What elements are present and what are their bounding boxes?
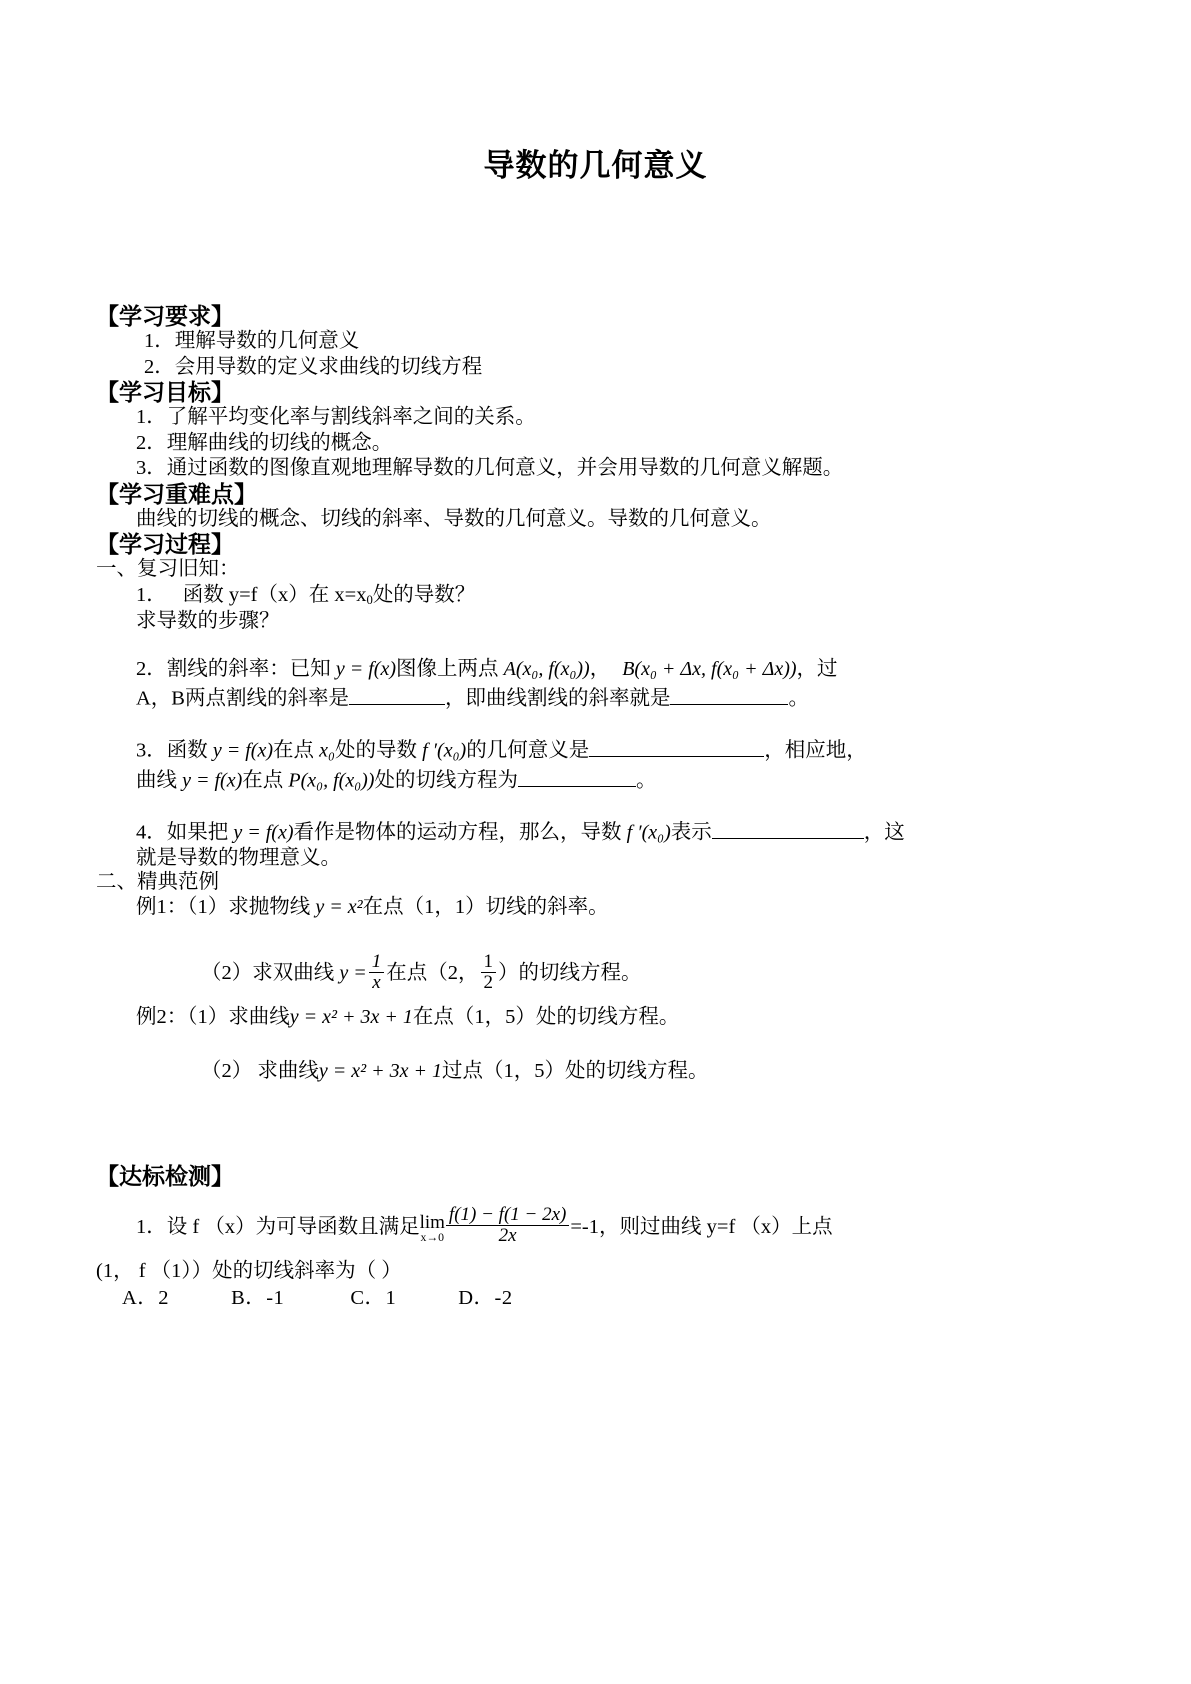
q2-tail: ，过: [796, 657, 838, 680]
answer-blank-3[interactable]: [589, 736, 764, 756]
ex2-p2-text-a: （2） 求曲线: [201, 1060, 319, 1083]
example-2-label: 例2：: [136, 1005, 188, 1028]
answer-blank-4[interactable]: [518, 766, 636, 786]
q1-subscript: 0: [366, 592, 373, 607]
assessment-question-1-line2: (1， f （1））处的切线斜率为（ ）: [96, 1259, 402, 1282]
q2-prefix: 2．割线的斜率：已知: [136, 657, 336, 680]
fraction2-denominator: 2: [483, 971, 493, 993]
section-heading-assessment: 【达标检测】: [96, 1163, 234, 1190]
q4-derivative: f ′(x₀): [626, 821, 671, 844]
process-question-3: [96, 736, 1106, 761]
assessment-question-1: [96, 1205, 1106, 1247]
process-question-1-followup: 求导数的步骤？: [136, 610, 280, 633]
ex1-p1-function: y = x²: [315, 896, 363, 919]
q3-line2-c: 处的切线方程为: [374, 769, 518, 792]
example-1-label: 例1：: [136, 896, 188, 919]
limit-subscript: x→0: [420, 1230, 445, 1244]
process-part-two-label: 二、精典范例: [96, 870, 219, 893]
process-question-4-line2: 就是导数的物理意义。: [136, 847, 341, 870]
limit-fraction-denominator: 2x: [498, 1225, 517, 1247]
section-heading-process: 【学习过程】: [96, 532, 234, 558]
answer-choices: [96, 1288, 1106, 1309]
q3-line2-b: 在点: [242, 769, 289, 792]
section-heading-objectives: 【学习目标】: [96, 380, 234, 406]
ex1-p1-text-a: （1）求抛物线: [187, 896, 316, 919]
example-1-part-1: [96, 897, 1106, 918]
q3-function: y = f(x): [212, 739, 274, 762]
q4-text-c: 表示: [670, 821, 712, 844]
q4-function: y = f(x): [233, 821, 294, 844]
q1-text-b: 处的导数？: [372, 583, 476, 606]
q2-mid: 图像上两点: [396, 657, 504, 680]
ex2-p1-text-b: 在点（1，5）处的切线方程。: [412, 1005, 680, 1028]
q3-text-e: ，相应地，: [764, 739, 867, 762]
limit-operator: [420, 1213, 445, 1244]
answer-blank-2[interactable]: [670, 684, 788, 704]
q4-text-b: 看作是物体的运动方程，那么，导数: [293, 821, 627, 844]
assessment-q1-text-a: 1．设 f （x）为可导函数且满足: [136, 1215, 420, 1238]
example-1-part-2: [96, 952, 1106, 993]
choice-a[interactable]: A．2: [122, 1287, 170, 1310]
choice-d[interactable]: D．-2: [458, 1287, 513, 1310]
document-body: [0, 185, 1191, 1309]
page-title: 导数的几何意义: [483, 148, 708, 184]
ex2-p1-text-a: （1）求曲线: [187, 1005, 290, 1028]
q3-text-b: 在点: [273, 739, 320, 762]
fraction-one-over-x: [369, 952, 385, 993]
process-question-2: [96, 659, 1106, 680]
objective-item-3: 3．通过函数的图像直观地理解导数的几何意义，并会用导数的几何意义解题。: [136, 457, 844, 479]
ex1-p1-text-b: 在点（1，1）切线的斜率。: [362, 896, 609, 919]
process-question-2-line2: [96, 684, 1106, 709]
ex1-p2-text-a: （2）求双曲线: [201, 961, 340, 984]
ex1-p2-text-c: ）的切线方程。: [498, 961, 642, 984]
answer-blank-5[interactable]: [712, 818, 864, 838]
assessment-q1-text-b: =-1，则过曲线 y=f （x）上点: [570, 1215, 833, 1238]
answer-blank-1[interactable]: [349, 684, 445, 704]
q3-line2-point: P(x₀, f(x₀)): [288, 769, 375, 792]
q2-line2-b: ，即曲线割线的斜率就是: [444, 687, 671, 710]
process-question-1: [96, 585, 1106, 607]
ex2-p2-text-b: 过点（1，5）处的切线方程。: [442, 1060, 709, 1083]
choice-b[interactable]: B．-1: [231, 1287, 285, 1310]
process-question-4: [96, 818, 1106, 843]
q1-number: 1．: [136, 583, 167, 606]
fraction2-numerator: 1: [483, 950, 493, 972]
q3-text-c: 处的导数: [334, 739, 423, 762]
requirement-item-1: 1．理解导数的几何意义: [144, 330, 360, 352]
q2-line2-a: A，B两点割线的斜率是: [136, 687, 349, 710]
section-heading-key-points: 【学习重难点】: [96, 481, 257, 508]
example-2-part-1: [96, 1007, 1106, 1028]
q3-line2-a: 曲线: [136, 769, 183, 792]
requirement-item-2: 2．会用导数的定义求曲线的切线方程: [144, 355, 483, 378]
example-2-part-2: [96, 1061, 1106, 1082]
fraction-numerator: 1: [371, 950, 382, 972]
process-question-3-line2: [96, 766, 1106, 791]
ex1-p2-text-b: 在点（2，: [386, 961, 479, 984]
q4-text-a: 4．如果把: [136, 821, 234, 844]
ex1-p2-y: y =: [339, 961, 367, 984]
choice-c[interactable]: C．1: [350, 1287, 397, 1310]
fraction-denominator: x: [372, 971, 381, 993]
q2-comma: ，: [589, 657, 611, 680]
q3-x0: x₀: [319, 739, 335, 762]
q1-text-a: 函数 y=f（x）在 x=x: [182, 583, 367, 606]
q4-text-d: ，这: [863, 821, 905, 844]
q2-point-b: B(x₀ + Δx, f(x₀ + Δx)): [622, 657, 797, 680]
objective-item-1: 1．了解平均变化率与割线斜率之间的关系。: [136, 406, 536, 428]
q2-function: y = f(x): [335, 657, 397, 680]
q3-text-d: 的几何意义是: [466, 739, 590, 762]
fraction-one-half: [481, 952, 497, 993]
limit-fraction: [446, 1205, 569, 1247]
q3-line2-d: 。: [635, 769, 657, 792]
ex2-p2-function: y = x² + 3x + 1: [318, 1060, 442, 1083]
section-heading-requirements: 【学习要求】: [96, 304, 234, 330]
key-points-text: 曲线的切线的概念、切线的斜率、导数的几何意义。导数的几何意义。: [136, 507, 772, 530]
q2-point-a: A(x₀, f(x₀)): [503, 657, 590, 680]
q3-derivative: f ′(x₀): [422, 739, 467, 762]
limit-label: lim: [419, 1211, 445, 1233]
process-part-one-label: 一、复习旧知：: [96, 558, 240, 580]
objective-item-2: 2．理解曲线的切线的概念。: [136, 431, 393, 454]
q3-text-a: 3．函数: [136, 739, 213, 762]
ex2-p1-function: y = x² + 3x + 1: [289, 1005, 413, 1028]
q2-line2-c: 。: [788, 687, 809, 710]
limit-fraction-numerator: f(1) − f(1 − 2x): [448, 1203, 567, 1225]
q3-line2-function: y = f(x): [182, 769, 243, 792]
